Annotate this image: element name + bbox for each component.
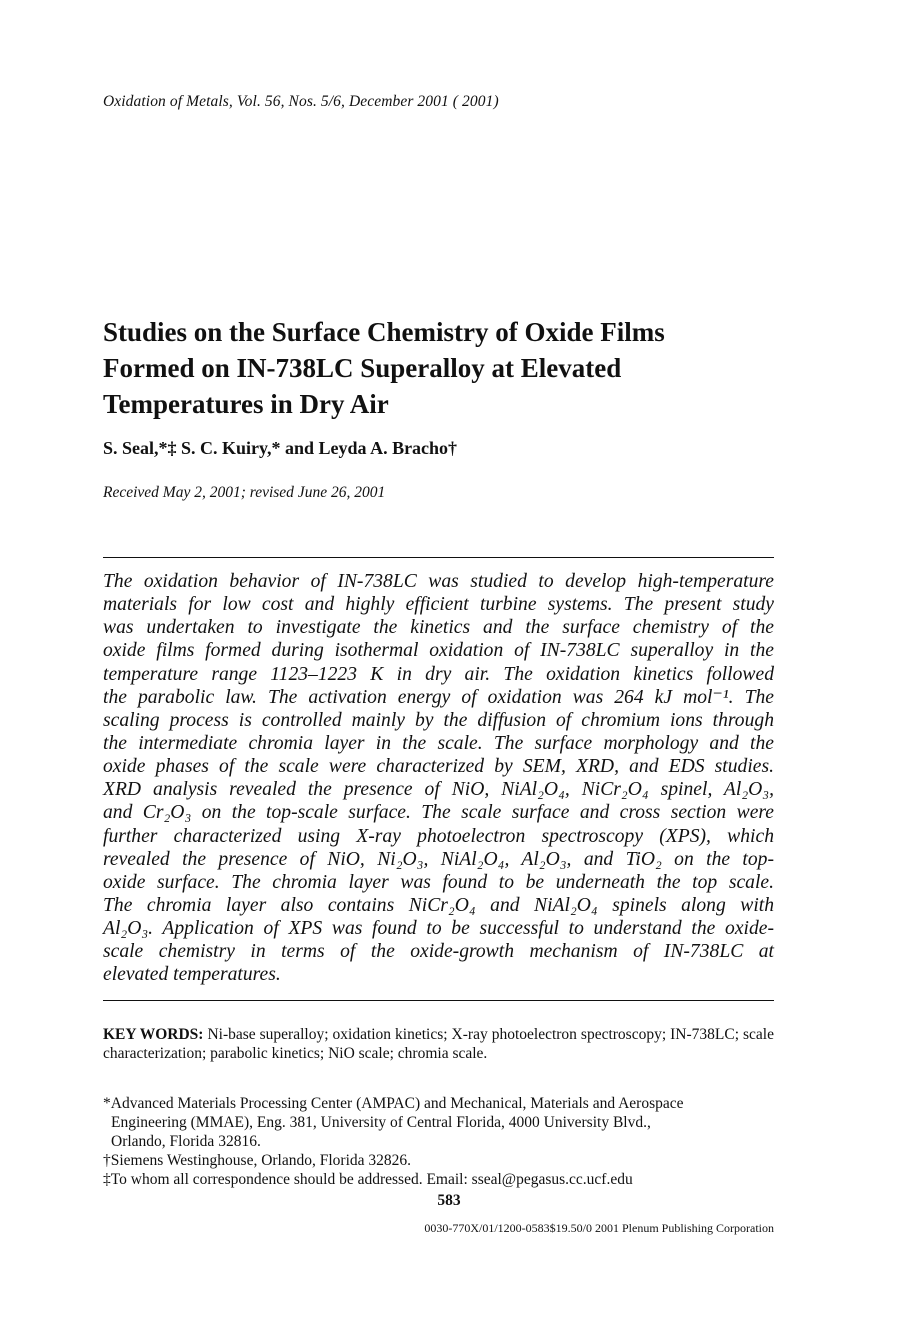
abstract-line: scaling process is controlled mainly by the diffusion of chromium ions through: [103, 709, 774, 731]
footnote-affiliation: *Advanced Materials Processing Center (AMPAC) and Mechanical, Materials and Aerospace: [103, 1095, 684, 1112]
abstract-line: scale chemistry in terms of the oxide-growth mechanism of IN-738LC at: [103, 941, 774, 963]
footnote-affiliation-cont: Engineering (MMAE), Eng. 381, University of Central Florida, 4000 University Blvd.,: [111, 1114, 651, 1131]
paper-title: [103, 314, 783, 422]
title-line: Studies on the Surface Chemistry of Oxide Films: [103, 317, 665, 347]
footnotes: [103, 1094, 774, 1189]
footnote-affiliation-cont: Orlando, Florida 32816.: [111, 1133, 261, 1150]
journal-citation: Oxidation of Metals, Vol. 56, Nos. 5/6, December 2001 ( 2001): [103, 93, 499, 110]
footnote-correspondence: ‡To whom all correspondence should be addressed. Email: sseal@pegasus.cc.ucf.edu: [103, 1171, 633, 1188]
abstract-line: The oxidation behavior of IN-738LC was studied to develop high-temperature: [103, 571, 774, 592]
abstract-line: the intermediate chromia layer in the scale. The surface morphology and the: [103, 732, 774, 754]
keywords-text: Ni-base superalloy; oxidation kinetics; X-ray photoelectron spectroscopy; IN-738LC; scale characterization; parabolic kinetics; NiO scale; chromia scale.: [103, 1026, 774, 1062]
abstract-line: and Cr₂O₃ on the top-scale surface. The scale surface and cross section were: [103, 802, 774, 824]
abstract-bottom-rule: [103, 1000, 774, 1001]
received-dates: Received May 2, 2001; revised June 26, 2001: [103, 484, 386, 501]
abstract-line: revealed the presence of NiO, Ni₂O₃, NiAl₂O₄, Al₂O₃, and TiO₂ on the top-: [103, 848, 774, 870]
keywords-label: KEY WORDS:: [103, 1026, 204, 1043]
abstract-line: oxide surface. The chromia layer was found to be underneath the top scale.: [103, 871, 774, 893]
copyright-line: 0030-770X/01/1200-0583$19.50/0 2001 Plenum Publishing Corporation: [424, 1221, 774, 1235]
abstract-line: further characterized using X-ray photoelectron spectroscopy (XPS), which: [103, 825, 774, 847]
keywords: [103, 1025, 774, 1063]
footnote-affiliation-2: †Siemens Westinghouse, Orlando, Florida 32826.: [103, 1152, 412, 1169]
abstract-top-rule: [103, 557, 774, 558]
abstract-line: the parabolic law. The activation energy of oxidation was 264 kJ mol⁻¹. The: [103, 686, 774, 708]
abstract-line: The chromia layer also contains NiCr₂O₄ and NiAl₂O₄ spinels along with: [103, 894, 774, 916]
title-line: Temperatures in Dry Air: [103, 389, 389, 419]
abstract-line: was undertaken to investigate the kinetics and the surface chemistry of the: [103, 617, 774, 639]
abstract-line: materials for low cost and highly efficient turbine systems. The present study: [103, 594, 774, 616]
authors: S. Seal,*‡ S. C. Kuiry,* and Leyda A. Bracho†: [103, 438, 458, 458]
abstract-line: XRD analysis revealed the presence of NiO, NiAl₂O₄, NiCr₂O₄ spinel, Al₂O₃,: [103, 779, 774, 801]
page-number: 583: [437, 1192, 461, 1209]
abstract-line: oxide phases of the scale were characterized by SEM, XRD, and EDS studies.: [103, 756, 774, 778]
title-line: Formed on IN-738LC Superalloy at Elevated: [103, 353, 622, 383]
abstract-line: oxide films formed during isothermal oxidation of IN-738LC superalloy in the: [103, 640, 774, 662]
abstract: [103, 570, 774, 987]
abstract-line: temperature range 1123–1223 K in dry air. The oxidation kinetics followed: [103, 663, 774, 685]
abstract-line: Al₂O₃. Application of XPS was found to be successful to understand the oxide-: [103, 918, 774, 940]
abstract-line: elevated temperatures.: [103, 964, 281, 986]
